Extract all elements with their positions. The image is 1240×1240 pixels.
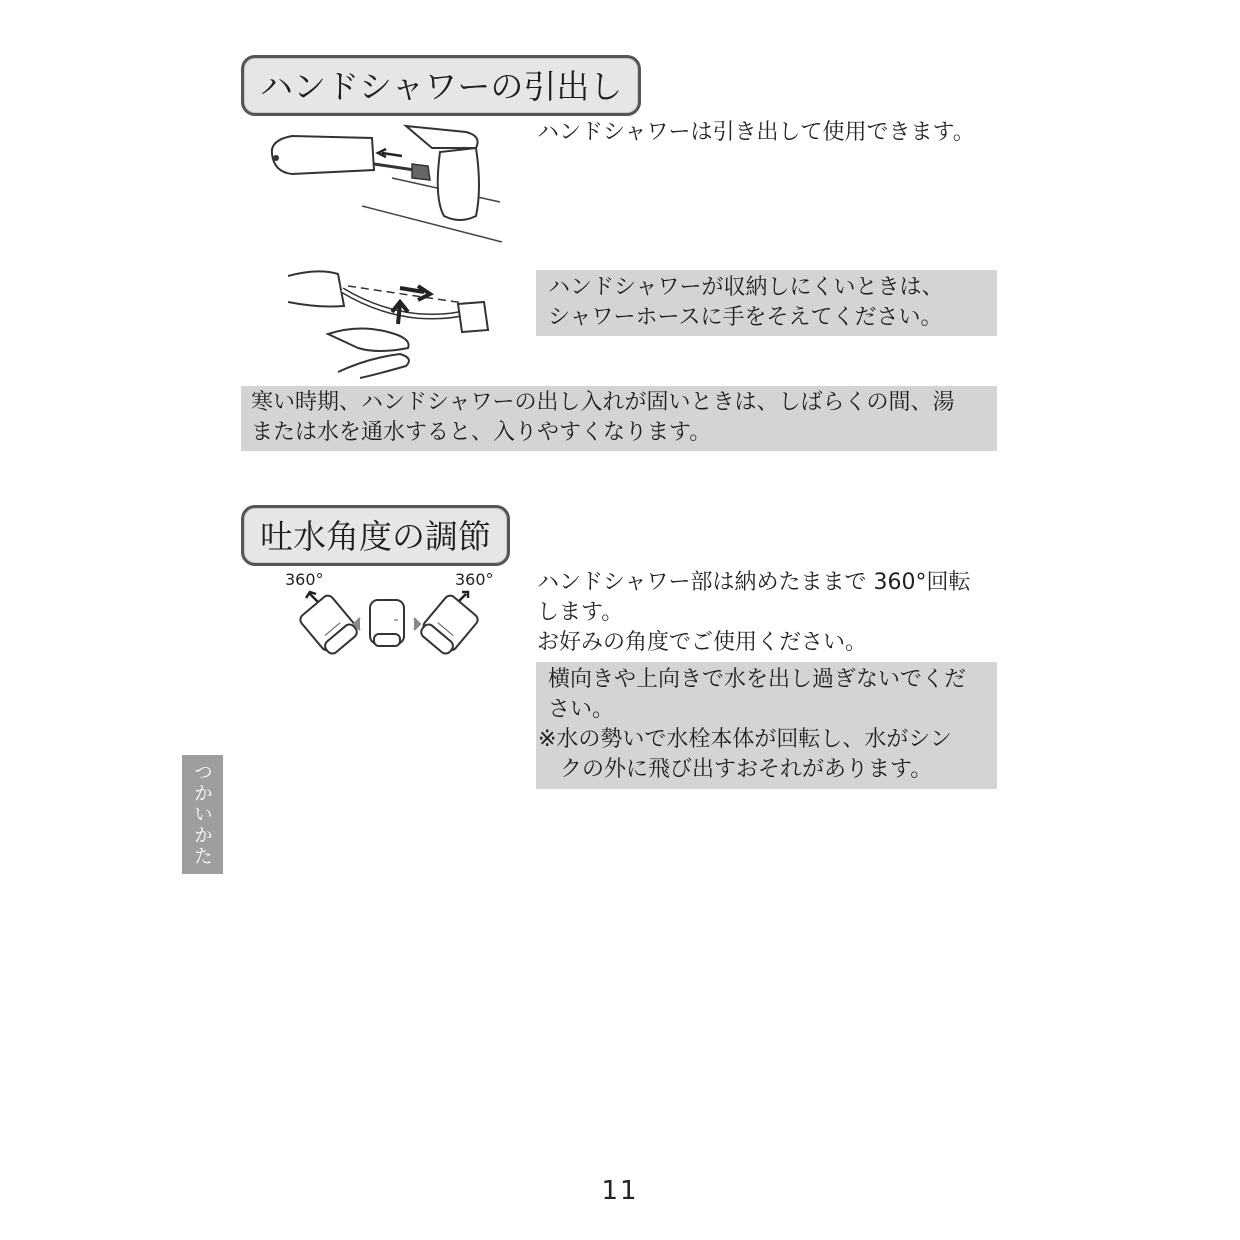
caution-line: さい。 (548, 697, 615, 722)
storage-note-line: ハンドシャワーが収納しにくいときは、 (548, 275, 944, 300)
caution-line: ※水の勢いで水栓本体が回転し、水がシン (538, 727, 952, 752)
faucet-pullout-illustration (262, 118, 512, 248)
section-title-pull-out: ハンドシャワーの引出し (241, 55, 641, 116)
hands-hose-illustration (288, 262, 498, 382)
caution-line: 横向きや上向きで水を出し過ぎないでくだ (548, 667, 967, 692)
rotation-line: ハンドシャワー部は納めたままで 360°回転 (537, 570, 971, 595)
storage-note (536, 270, 997, 336)
cold-season-warning (241, 386, 997, 451)
storage-note-line: シャワーホースに手をそえてください。 (548, 305, 943, 330)
nozzle-rotation-illustration (290, 588, 490, 658)
section-title-angle-adjust: 吐水角度の調節 (241, 505, 510, 566)
water-direction-caution (536, 662, 997, 789)
page-number: 11 (601, 1176, 639, 1206)
warning-line: または水を通水すると、入りやすくなります。 (251, 420, 712, 445)
warning-line: 寒い時期、ハンドシャワーの出し入れが固いときは、しばらくの間、湯 (251, 390, 955, 415)
rotation-description (537, 568, 971, 658)
caution-line: クの外に飛び出すおそれがあります。 (538, 757, 933, 782)
rotation-line: お好みの角度でご使用ください。 (537, 630, 868, 655)
rotation-line: します。 (537, 600, 624, 625)
angle-left-label: 360° (285, 570, 324, 589)
side-tab-usage: つかいかた (182, 755, 223, 874)
pull-out-description: ハンドシャワーは引き出して使用できます。 (537, 120, 975, 145)
angle-right-label: 360° (455, 570, 494, 589)
